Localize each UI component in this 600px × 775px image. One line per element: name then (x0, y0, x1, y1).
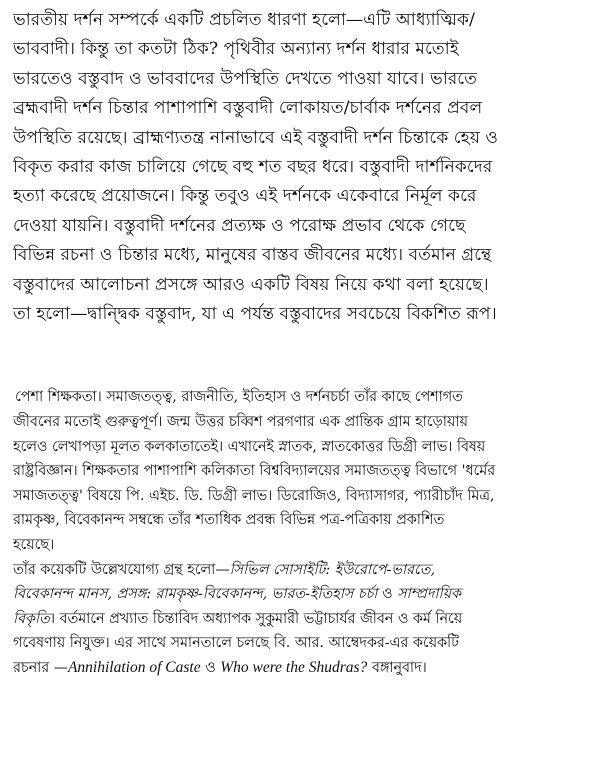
bio-line: সমাজতত্ত্ব' বিষয়ে পি. এইচ. ডি. ডিগ্রী লাভ। ডিরোজিও, বিদ্যাসাগর, প্যারীচাঁদ মিত্র, (13, 487, 495, 504)
main-line: দেওয়া যায়নি। বস্তুবাদী দর্শনের প্রত্যক্ষ ও পরোক্ষ প্রভাব থেকে গেছে (13, 215, 466, 236)
main-line: ভাববাদী। কিন্তু তা কতটা ঠিক? পৃথিবীর অন্যান্য দর্শন ধারার মতোই (13, 39, 459, 60)
book-title: বিবেকানন্দ মানস, প্রসঙ্গ: রামকৃষ্ণ-বিবেকানন্দ, ভারত-ইতিহাস চর্চা (13, 586, 378, 603)
conjunction: ও (200, 660, 221, 676)
main-line: ব্রহ্মবাদী দর্শন চিন্তার পাশাপাশি বস্তুবাদী লোকায়ত/চার্বাক দর্শনের প্রবল (13, 98, 483, 119)
translation-suffix: বঙ্গানুবাদ। (367, 660, 427, 676)
author-bio (13, 385, 587, 680)
books-line (13, 607, 587, 632)
bio-line: জীবনের মতোই গুরুত্বপূর্ণ। জন্ম উত্তর চব্বিশ পরগণার এক প্রান্তিক গ্রাম হাড়োয়ায় (13, 414, 468, 431)
book-title: সিভিল সোসাইটি: ইউরোপে-ভারতে, (229, 561, 435, 578)
books-line (13, 558, 587, 583)
bio-line: পেশা শিক্ষকতা। সমাজতত্ত্ব, রাজনীতি, ইতিহাস ও দর্শনচর্চা তাঁর কাছে পেশাগত (15, 389, 463, 406)
bio-line: হয়েছে। (13, 537, 55, 554)
main-line: বিভিন্ন রচনা ও চিন্তার মধ্যে, মানুষের বাস্তব জীবনের মধ্যে। বর্তমান গ্রন্থে (13, 245, 492, 266)
bio-line: হলেও লেখাপড়া মূলত কলকাতাতেই। এখানেই স্নাতক, স্নাতকোত্তর ডিগ্রী লাভ। বিষয় (13, 438, 486, 455)
translation-intro: রচনার — (13, 660, 68, 676)
main-line: ভারতীয় দর্শন সম্পর্কে একটি প্রচলিত ধারণা হলো—এটি আধ্যাত্মিক/ (13, 10, 475, 30)
bio-line: রাষ্ট্রবিজ্ঞান। শিক্ষকতার পাশাপাশি কলিকাতা বিশ্ববিদ্যালয়ের সমাজতত্ত্ব বিভাগে 'ধর্মের (13, 463, 496, 480)
bio-line: রামকৃষ্ণ, বিবেকানন্দ সম্বন্ধে তাঁর শতাধিক প্রবন্ধ বিভিন্ন পত্র-পত্রিকায় প্রকাশিত (13, 512, 445, 529)
book-title: সাম্প্রদায়িক (397, 586, 462, 603)
main-line: উপস্থিতি রয়েছে। ব্রাহ্মণ্যতন্ত্র নানাভাবে এই বস্তুবাদী দর্শন চিন্তাকে হেয় ও (13, 127, 499, 148)
books-intro: তাঁর কয়েকটি উল্লেখযোগ্য গ্রন্থ হলো— (13, 561, 230, 578)
book-title: বিকৃতি (13, 610, 50, 627)
books-line (13, 656, 587, 681)
main-line: তা হলো—দ্বান্দ্বিক বস্তুবাদ, যা এ পর্যন্ত বস্তুবাদের সবচেয়ে বিকশিত রূপ। (13, 304, 497, 325)
main-line: ভারতেও বস্তুবাদ ও ভাববাদের উপস্থিতি দেখতে পাওয়া যাবে। ভারতে (13, 68, 478, 89)
books-line: গবেষণায় নিযুক্ত। এর সাথে সমানতালে চলছে বি. আর. আম্বেদকর-এর কয়েকটি (13, 635, 459, 652)
translated-title: Annihilation of Caste (67, 659, 201, 676)
main-line: বিকৃত করার কাজ চালিয়ে গেছে বহু শত বছর ধরে। বস্তুবাদী দার্শনিকদের (13, 157, 493, 178)
translated-title: Who were the Shudras? (220, 659, 368, 676)
main-paragraph (13, 6, 587, 329)
books-line (13, 582, 587, 607)
main-line: হত্যা করেছে প্রয়োজনে। কিন্তু তবুও এই দর্শনকে একেবারে নির্মূল করে (13, 186, 477, 207)
research-text: । বর্তমানে প্রখ্যাত চিন্তাবিদ অধ্যাপক সুকুমারী ভট্টাচার্যর জীবন ও কর্ম নিয়ে (49, 610, 463, 627)
conjunction: ও (377, 586, 398, 603)
main-line: বস্তুবাদের আলোচনা প্রসঙ্গে আরও একটি বিষয় নিয়ে কথা বলা হয়েছে। (13, 274, 489, 295)
